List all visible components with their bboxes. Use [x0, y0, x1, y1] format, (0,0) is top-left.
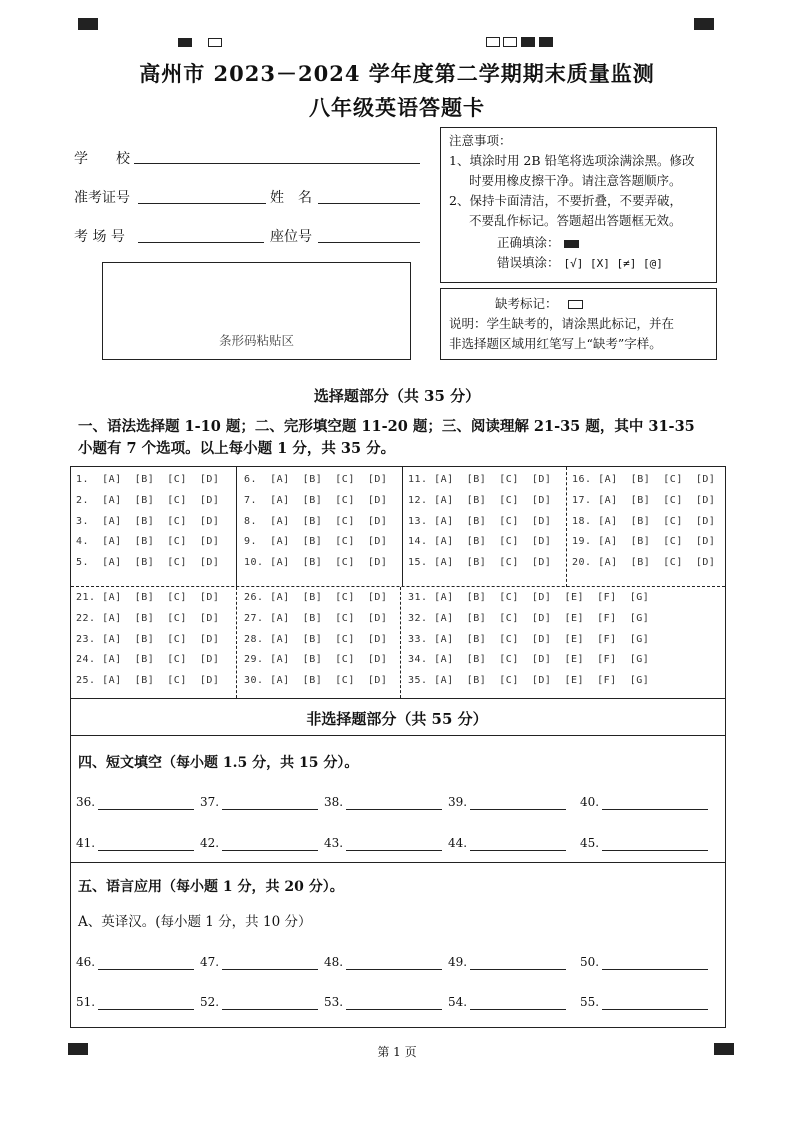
blank-answer-line[interactable]	[346, 1009, 442, 1010]
absent-desc: 说明：学生缺考的，请涂黑此标记，并在	[449, 316, 675, 331]
blank-number: 49.	[448, 955, 468, 969]
barcode-area	[102, 262, 411, 360]
choice-instr-line: 一、语法选择题 1-10 题；二、完形填空题 11-20 题；三、阅读理解 21-35 题，其中 31-35	[78, 418, 695, 435]
page-code-mark	[503, 37, 517, 47]
answer-row[interactable]: 18. [A] [B] [C] [D]	[572, 515, 716, 527]
blank-answer-line[interactable]	[602, 1009, 708, 1010]
blank-number: 52.	[200, 995, 220, 1009]
block-divider	[566, 467, 567, 587]
correct-fill-label: 正确填涂：	[497, 235, 560, 250]
page-code-mark	[486, 37, 500, 47]
answer-row[interactable]: 19. [A] [B] [C] [D]	[572, 536, 716, 548]
answer-row[interactable]: 26. [A] [B] [C] [D]	[244, 592, 388, 603]
section-divider	[71, 735, 725, 736]
exam-id-label: 准考证号	[74, 190, 130, 206]
answer-row[interactable]: 9. [A] [B] [C] [D]	[244, 536, 388, 548]
blank-answer-line[interactable]	[98, 1009, 194, 1010]
blank-answer-line[interactable]	[222, 1009, 318, 1010]
answer-row[interactable]: 2. [A] [B] [C] [D]	[76, 494, 220, 506]
answer-row[interactable]: 13. [A] [B] [C] [D]	[408, 515, 552, 527]
wrong-fill-samples: [√] [X] [≠] [@]	[563, 257, 663, 270]
blank-number: 53.	[324, 995, 344, 1009]
blank-answer-line[interactable]	[222, 969, 318, 970]
answer-row[interactable]: 21. [A] [B] [C] [D]	[76, 592, 220, 603]
choice-instr-line: 小题有 7 个选项。以上每小题 1 分，共 35 分。	[78, 440, 396, 457]
blank-number: 45.	[580, 836, 600, 850]
blank-number: 36.	[76, 795, 96, 809]
answer-row[interactable]: 28. [A] [B] [C] [D]	[244, 633, 388, 645]
room-field[interactable]	[138, 242, 264, 243]
page-code-mark	[539, 37, 553, 47]
notice-item: 时要用橡皮擦干净。请注意答题顺序。	[469, 173, 682, 188]
answer-row[interactable]: 8. [A] [B] [C] [D]	[244, 515, 388, 527]
answer-sheet-frame	[70, 466, 726, 1028]
answer-row[interactable]: 20. [A] [B] [C] [D]	[572, 557, 716, 569]
blank-number: 43.	[324, 836, 344, 850]
blank-answer-line[interactable]	[602, 809, 708, 810]
answer-row[interactable]: 14. [A] [B] [C] [D]	[408, 536, 552, 548]
blank-answer-line[interactable]	[602, 969, 708, 970]
page-code-mark	[178, 38, 192, 47]
answer-row[interactable]: 10. [A] [B] [C] [D]	[244, 557, 388, 569]
absent-box	[440, 288, 717, 360]
part5-title: 五、语言应用（每小题 1 分，共 20 分）。	[78, 879, 344, 895]
blank-answer-line[interactable]	[470, 850, 566, 851]
blank-number: 39.	[448, 795, 468, 809]
blank-answer-line[interactable]	[470, 1009, 566, 1010]
section-divider	[71, 698, 725, 699]
blank-number: 41.	[76, 836, 96, 850]
blank-number: 54.	[448, 995, 468, 1009]
school-label: 学 校	[74, 151, 130, 167]
seat-label: 座位号	[270, 229, 312, 245]
blank-number: 51.	[76, 995, 96, 1009]
notice-box	[440, 127, 717, 283]
blank-answer-line[interactable]	[346, 969, 442, 970]
page-title: 高州市 2023－2024 学年度第二学期期末质量监测	[139, 61, 655, 86]
blank-number: 38.	[324, 795, 344, 809]
answer-row[interactable]: 15. [A] [B] [C] [D]	[408, 557, 552, 569]
blank-answer-line[interactable]	[346, 809, 442, 810]
notice-item: 1、填涂时用 2B 铅笔将选项涂满涂黑。修改	[449, 153, 695, 168]
seat-field[interactable]	[318, 242, 420, 243]
barcode-label: 条形码粘贴区	[218, 333, 294, 348]
answer-row[interactable]: 1. [A] [B] [C] [D]	[76, 474, 220, 485]
blank-answer-line[interactable]	[98, 969, 194, 970]
page-number: 第 1 页	[377, 1045, 417, 1059]
correct-fill-sample	[564, 240, 579, 248]
block-divider	[71, 586, 725, 587]
part4-title: 四、短文填空（每小题 1.5 分，共 15 分）。	[78, 755, 359, 771]
page-subtitle: 八年级英语答题卡	[309, 95, 485, 120]
school-field[interactable]	[134, 163, 420, 164]
answer-row[interactable]: 25. [A] [B] [C] [D]	[76, 675, 220, 687]
notice-title: 注意事项：	[449, 133, 512, 148]
answer-row[interactable]: 7. [A] [B] [C] [D]	[244, 494, 388, 506]
blank-number: 44.	[448, 836, 468, 850]
blank-number: 37.	[200, 795, 220, 809]
answer-row[interactable]: 11. [A] [B] [C] [D]	[408, 474, 552, 485]
absent-desc: 非选择题区域用红笔写上“缺考”字样。	[449, 336, 662, 351]
blank-number: 40.	[580, 795, 600, 809]
notice-item: 2、保持卡面清洁，不要折叠，不要弄破，	[449, 193, 682, 208]
answer-row[interactable]: 3. [A] [B] [C] [D]	[76, 515, 220, 527]
blank-number: 42.	[200, 836, 220, 850]
blank-answer-line[interactable]	[470, 969, 566, 970]
blank-number: 55.	[580, 995, 600, 1009]
blank-answer-line[interactable]	[98, 850, 194, 851]
answer-row[interactable]: 29. [A] [B] [C] [D]	[244, 654, 388, 666]
page-code-mark	[208, 38, 222, 47]
answer-row[interactable]: 16. [A] [B] [C] [D]	[572, 474, 716, 485]
answer-row[interactable]: 30. [A] [B] [C] [D]	[244, 675, 388, 687]
answer-row[interactable]: 31. [A] [B] [C] [D] [E] [F] [G]	[408, 592, 650, 603]
absent-label: 缺考标记：	[495, 296, 558, 311]
answer-row[interactable]: 24. [A] [B] [C] [D]	[76, 654, 220, 666]
page-code-mark	[521, 37, 535, 47]
choice-section-title: 选择题部分（共 35 分）	[313, 387, 481, 405]
blank-answer-line[interactable]	[470, 809, 566, 810]
answer-row[interactable]: 33. [A] [B] [C] [D] [E] [F] [G]	[408, 633, 650, 645]
blank-number: 50.	[580, 955, 600, 969]
wrong-fill-label: 错误填涂：	[497, 255, 560, 270]
answer-row[interactable]: 4. [A] [B] [C] [D]	[76, 536, 220, 548]
blank-number: 48.	[324, 955, 344, 969]
section-divider	[71, 862, 725, 863]
choice-instructions	[78, 416, 718, 460]
answer-row[interactable]: 32. [A] [B] [C] [D] [E] [F] [G]	[408, 612, 650, 624]
answer-row[interactable]: 6. [A] [B] [C] [D]	[244, 474, 388, 485]
blank-number: 46.	[76, 955, 96, 969]
answer-row[interactable]: 5. [A] [B] [C] [D]	[76, 557, 220, 569]
name-field[interactable]	[318, 203, 420, 204]
blank-answer-line[interactable]	[346, 850, 442, 851]
notice-item: 不要乱作标记。答题超出答题框无效。	[469, 213, 682, 228]
registration-mark-top-left	[78, 18, 98, 30]
nonchoice-section-title: 非选择题部分（共 55 分）	[306, 710, 488, 728]
registration-mark-top-right	[694, 18, 714, 30]
blank-answer-line[interactable]	[222, 850, 318, 851]
blank-number: 47.	[200, 955, 220, 969]
answer-row[interactable]: 22. [A] [B] [C] [D]	[76, 612, 220, 624]
answer-row[interactable]: 27. [A] [B] [C] [D]	[244, 612, 388, 624]
exam-id-field[interactable]	[138, 203, 266, 204]
block-divider	[402, 467, 403, 587]
answer-row[interactable]: 17. [A] [B] [C] [D]	[572, 494, 716, 506]
block-divider	[400, 587, 401, 698]
blank-answer-line[interactable]	[98, 809, 194, 810]
answer-row[interactable]: 23. [A] [B] [C] [D]	[76, 633, 220, 645]
part5a-title: A、英译汉。(每小题 1 分，共 10 分）	[78, 914, 312, 930]
absent-checkbox[interactable]	[568, 300, 583, 309]
block-divider	[236, 587, 237, 698]
blank-answer-line[interactable]	[222, 809, 318, 810]
blank-answer-line[interactable]	[602, 850, 708, 851]
answer-row[interactable]: 34. [A] [B] [C] [D] [E] [F] [G]	[408, 654, 650, 666]
name-label: 姓 名	[270, 190, 312, 206]
block-divider	[236, 467, 237, 587]
room-label: 考 场 号	[74, 229, 125, 245]
answer-row[interactable]: 12. [A] [B] [C] [D]	[408, 494, 552, 506]
answer-row[interactable]: 35. [A] [B] [C] [D] [E] [F] [G]	[408, 675, 650, 687]
